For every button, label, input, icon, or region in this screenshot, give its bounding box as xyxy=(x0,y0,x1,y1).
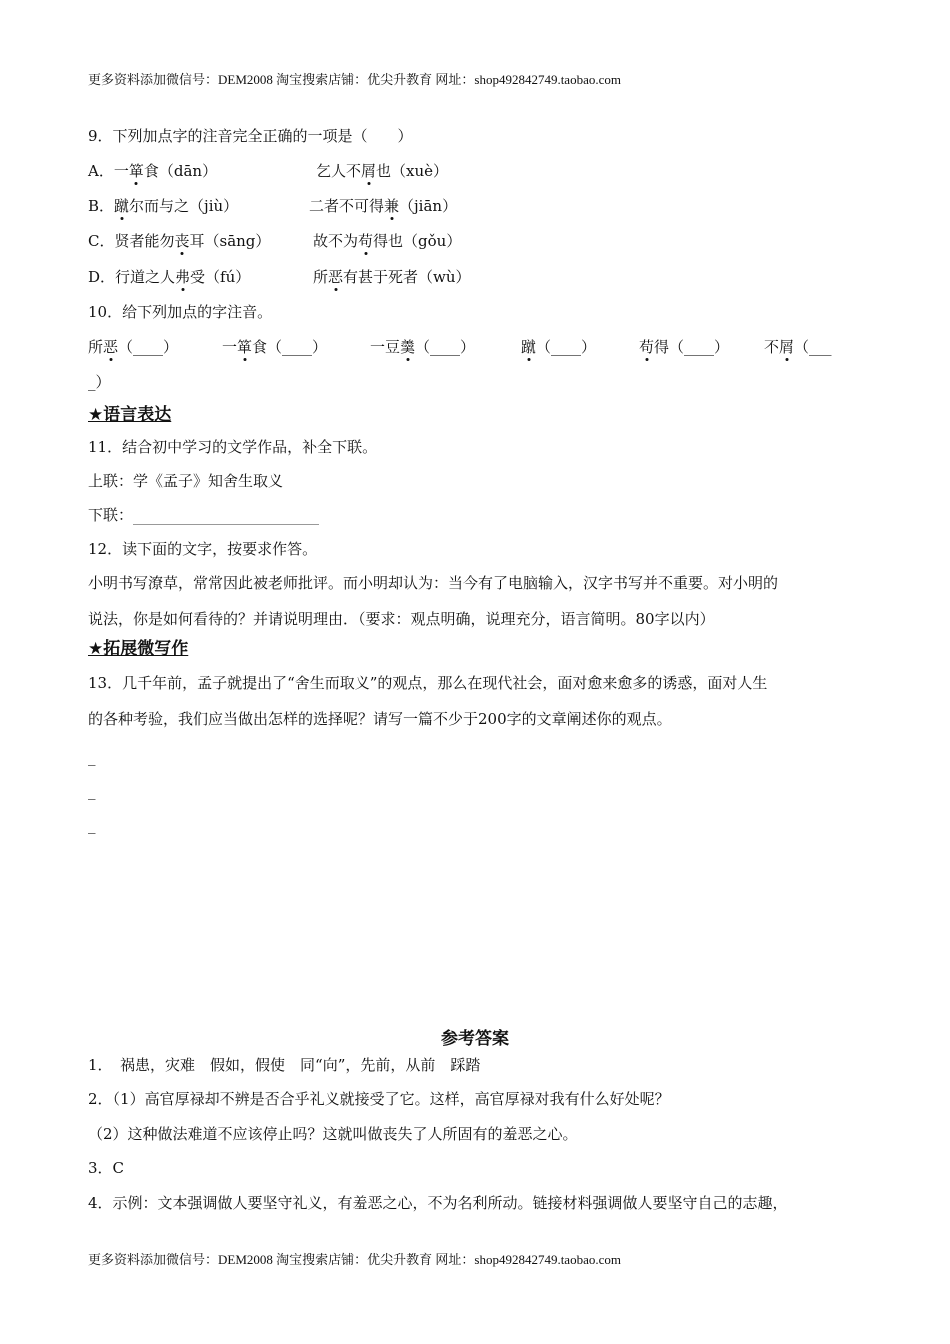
q10-item-1: 所恶（____） xyxy=(88,338,179,356)
dotted-char: 兼 xyxy=(384,197,400,215)
dotted-char: 恶 xyxy=(103,338,119,356)
answer-2-part-1: 2．（1）高官厚禄却不辨是否合乎礼义就接受了它。这样，高官厚禄对我有什么好处呢？ xyxy=(88,1090,670,1108)
writing-line[interactable]: _ xyxy=(88,748,96,766)
q9-option-a-2: 乞人不屑也（xuè） xyxy=(316,162,449,180)
q10-item-2: 一箪食（____） xyxy=(222,338,328,356)
q9-option-b-1: B．蹴尔而与之（jiù） xyxy=(88,197,239,215)
q10-stem: 10．给下列加点的字注音。 xyxy=(88,303,273,321)
q9-option-b-2: 二者不可得兼（jiān） xyxy=(309,197,458,215)
dotted-char: 苟 xyxy=(639,338,655,356)
section-language-expression: ★语言表达 xyxy=(88,405,172,425)
dotted-char: 丧 xyxy=(174,232,190,250)
answer-3: 3．C xyxy=(88,1159,125,1177)
dotted-char: 蹴 xyxy=(521,338,537,356)
writing-line[interactable]: _ xyxy=(88,816,96,834)
section-micro-writing: ★拓展微写作 xyxy=(88,639,189,659)
answer-2-part-2: （2）这种做法难道不应该停止吗？这就叫做丧失了人所固有的羞恶之心。 xyxy=(88,1125,578,1143)
answer-1: 1． 祸患，灾难 假如，假使 同“向”，先前，从前 踩踏 xyxy=(88,1056,481,1074)
page-footer: 更多资料添加微信号：DEM2008 淘宝搜索店铺：优尖升教育 网址：shop492842749.taobao.com xyxy=(88,1252,621,1267)
q10-wrap: _） xyxy=(88,373,111,391)
dotted-char: 恶 xyxy=(328,268,344,286)
page-header: 更多资料添加微信号：DEM2008 淘宝搜索店铺：优尖升教育 网址：shop492842749.taobao.com xyxy=(88,72,621,87)
answer-blank[interactable] xyxy=(133,510,319,525)
q11-upper-couplet: 上联：学《孟子》知舍生取义 xyxy=(88,472,284,490)
dotted-char: 蹴 xyxy=(114,197,130,215)
q10-item-6: 不屑（___ xyxy=(764,338,832,356)
q13-paragraph-line-2: 的各种考验，我们应当做出怎样的选择呢？请写一篇不少于200字的文章阐述你的观点。 xyxy=(88,710,672,728)
q13-paragraph-line-1: 13．几千年前，孟子就提出了“舍生而取义”的观点，那么在现代社会，面对愈来愈多的诱惑，面对人生 xyxy=(88,674,768,692)
dotted-char: 屑 xyxy=(361,162,377,180)
dotted-char: 苟 xyxy=(358,232,374,250)
q9-option-a-1: A．一箪食（dān） xyxy=(88,162,218,180)
dotted-char: 屑 xyxy=(779,338,795,356)
writing-line[interactable]: _ xyxy=(88,782,96,800)
q11-stem: 11．结合初中学习的文学作品，补全下联。 xyxy=(88,438,378,456)
q9-option-c-2: 故不为苟得也（gǒu） xyxy=(313,232,462,250)
q9-option-d-1: D．行道之人弗受（fú） xyxy=(88,268,251,286)
answers-title: 参考答案 xyxy=(441,1029,509,1049)
q10-item-5: 苟得（____） xyxy=(639,338,730,356)
q9-option-c-1: C．贤者能勿丧耳（sāng） xyxy=(88,232,271,250)
q10-item-4: 蹴（____） xyxy=(521,338,597,356)
dotted-char: 箪 xyxy=(128,162,144,180)
answer-4: 4．示例：文本强调做人要坚守礼义，有羞恶之心，不为名利所动。链接材料强调做人要坚守自己的志趣， xyxy=(88,1194,788,1212)
q12-paragraph-line-1: 小明书写潦草，常常因此被老师批评。而小明却认为：当今有了电脑输入，汉字书写并不重要。对小明的 xyxy=(88,574,779,592)
dotted-char: 箪 xyxy=(237,338,253,356)
q9-stem: 9．下列加点字的注音完全正确的一项是（ ） xyxy=(88,127,413,145)
dotted-char: 羹 xyxy=(400,338,416,356)
q10-item-3: 一豆羹（____） xyxy=(370,338,476,356)
q12-stem: 12．读下面的文字，按要求作答。 xyxy=(88,540,318,558)
q9-option-d-2: 所恶有甚于死者（wù） xyxy=(313,268,471,286)
q12-paragraph-line-2: 说法，你是如何看待的？并请说明理由．（要求：观点明确，说理充分，语言简明。80字以内） xyxy=(88,610,715,628)
q11-lower-couplet: 下联： xyxy=(88,505,319,525)
dotted-char: 弗 xyxy=(175,268,191,286)
